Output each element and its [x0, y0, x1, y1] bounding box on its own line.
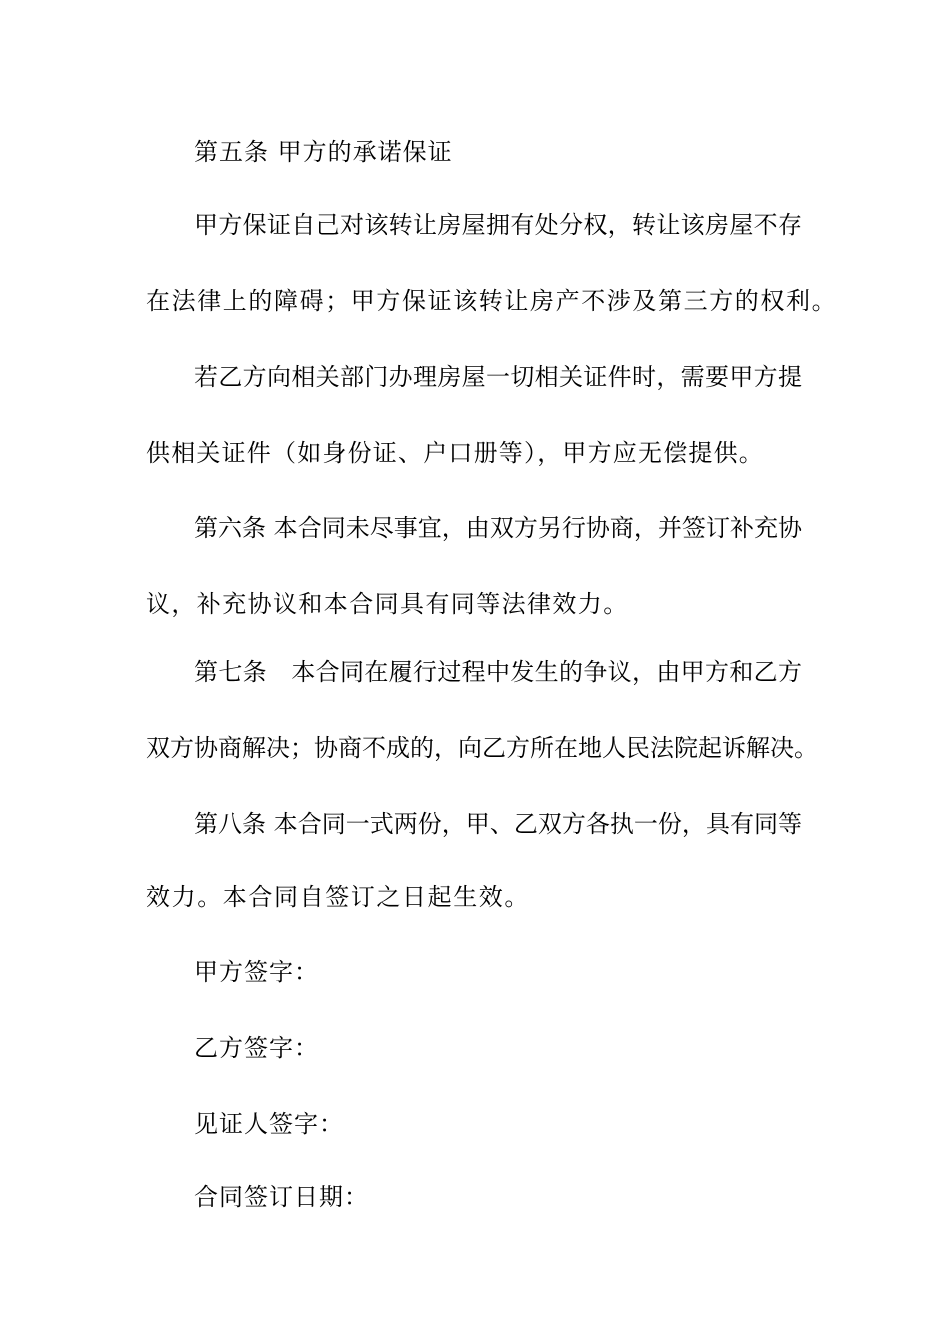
- article-6-line-2: 议，补充协议和本合同具有同等法律效力。: [146, 590, 629, 618]
- article-8-line-2: 效力。本合同自签订之日起生效。: [146, 883, 530, 911]
- article-5-heading: 第五条 甲方的承诺保证: [194, 138, 453, 166]
- article-7-line-1: 第七条 本合同在履行过程中发生的争议，由甲方和乙方: [194, 658, 802, 686]
- article-8-line-1: 第八条 本合同一式两份，甲、乙双方各执一份，具有同等: [194, 810, 802, 838]
- witness-signature-label: 见证人签字：: [194, 1110, 344, 1138]
- article-6-line-1: 第六条 本合同未尽事宜，由双方另行协商，并签订补充协: [194, 514, 802, 542]
- article-5-paragraph-1-line-2: 在法律上的障碍；甲方保证该转让房产不涉及第三方的权利。: [146, 287, 838, 315]
- contract-date-label: 合同签订日期：: [194, 1183, 369, 1211]
- article-5-paragraph-2-line-1: 若乙方向相关部门办理房屋一切相关证件时，需要甲方提: [194, 363, 802, 391]
- article-7-line-2: 双方协商解决；协商不成的，向乙方所在地人民法院起诉解决。: [146, 734, 818, 762]
- party-a-signature-label: 甲方签字：: [194, 958, 319, 986]
- article-5-paragraph-1-line-1: 甲方保证自己对该转让房屋拥有处分权，转让该房屋不存: [194, 211, 802, 239]
- article-5-paragraph-2-line-2: 供相关证件（如身份证、户口册等），甲方应无偿提供。: [146, 439, 764, 467]
- party-b-signature-label: 乙方签字：: [194, 1034, 319, 1062]
